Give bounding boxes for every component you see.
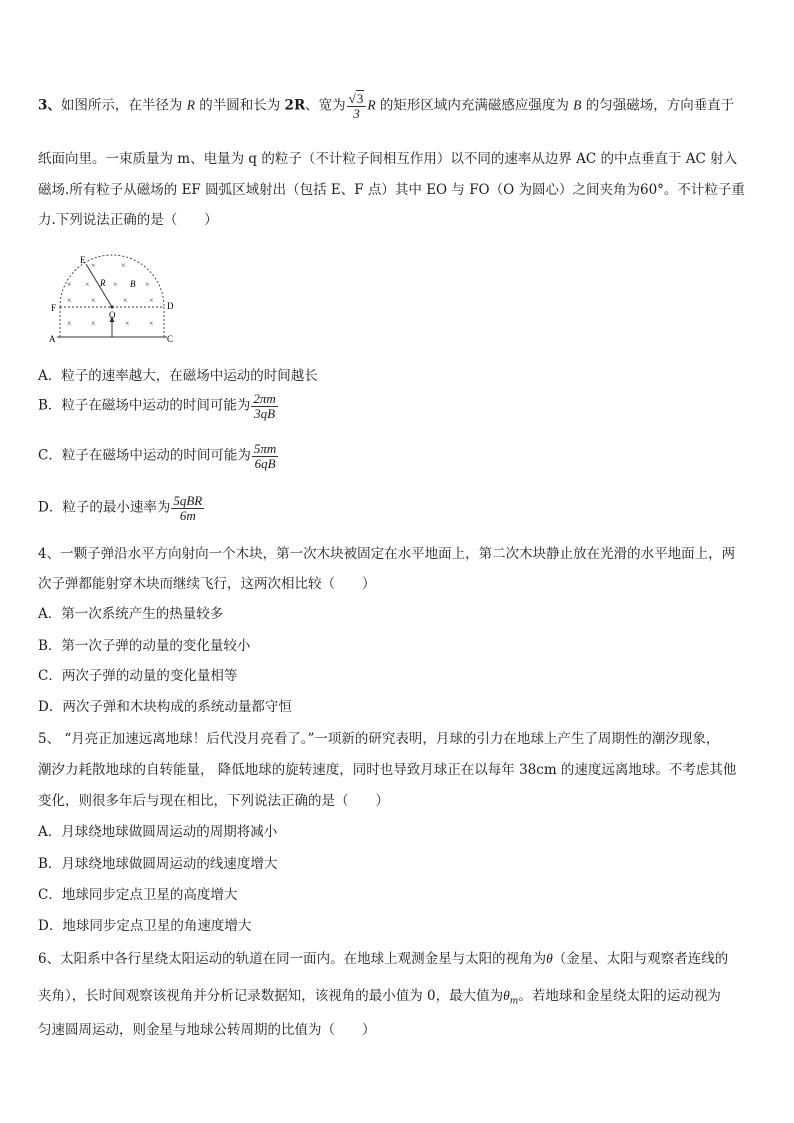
q4-option-c: C．两次子弹的动量的变化量相等: [38, 668, 238, 684]
q3-text: 如图所示，在半径为: [60, 97, 187, 114]
q3-option-a: A．粒子的速率越大，在磁场中运动的时间越长: [38, 368, 318, 384]
svg-text:×: ×: [91, 296, 96, 305]
q6-line3: 匀速圆周运动，则金星与地球公转周期的比值为（ ）: [38, 1022, 376, 1038]
fraction-denominator: 6m: [179, 507, 196, 523]
svg-text:×: ×: [67, 319, 72, 328]
svg-text:×: ×: [121, 261, 126, 270]
svg-text:×: ×: [91, 261, 96, 270]
fraction-numerator: 5qBR: [173, 493, 203, 508]
q5-line2: 潮汐力耗散地球的自转能量， 降低地球的旋转速度，同时也导致月球正在以每年 38cm 的速度远离地球。不考虑其他: [38, 762, 737, 778]
q5-option-c: C．地球同步定点卫星的高度增大: [38, 887, 238, 903]
var-R: R: [186, 97, 195, 113]
fraction-numerator: 5πm: [253, 441, 277, 456]
svg-text:×: ×: [125, 319, 130, 328]
q3-text: 的半圆和长为: [194, 97, 285, 114]
label-R: R: [100, 278, 106, 288]
var-R: R: [367, 97, 376, 113]
q6-line1: [38, 947, 728, 967]
fraction-numerator: 3: [356, 91, 364, 106]
q5-option-a: A．月球绕地球做圆周运动的周期将减小: [38, 824, 278, 840]
q4-option-b: B．第一次子弹的动量的变化量较小: [38, 638, 251, 654]
label-B: B: [130, 279, 136, 289]
label-A: A: [49, 334, 56, 344]
q3-line3: 磁场.所有粒子从磁场的 EF 圆弧区域射出（包括 E、F 点）其中 EO 与 FO（O 为圆心）之间夹角为60°。不计粒子重: [38, 182, 745, 198]
svg-text:×: ×: [85, 280, 90, 289]
q3-line1: [38, 92, 734, 120]
q3-number: 3、: [38, 97, 61, 114]
option-text: C．粒子在磁场中运动的时间可能为: [38, 447, 251, 464]
q3-text: 、宽为: [305, 97, 346, 114]
q3-text: 的匀强磁场，方向垂直于: [581, 97, 735, 114]
q3-option-d: [38, 494, 205, 522]
svg-text:×: ×: [149, 319, 154, 328]
radius-line: [86, 264, 112, 307]
var-B: B: [573, 97, 582, 113]
fraction-numerator: 2πm: [253, 391, 276, 406]
var-theta-m: θ: [503, 988, 510, 1003]
label-D: D: [167, 301, 174, 311]
magnetic-field-diagram: [45, 250, 185, 350]
q3-line2: 纸面向里。一束质量为 m、电量为 q 的粒子（不计粒子间相互作用）以不同的速率从边界 AC 的中点垂直于 AC 射入: [38, 151, 738, 167]
label-C: C: [167, 334, 174, 344]
q3-option-b: [38, 392, 279, 420]
sqrt3-over-3-fraction: $\frac{√3}{3}$: [347, 92, 367, 120]
q5-option-b: B．月球绕地球做圆周运动的线速度增大: [38, 856, 278, 872]
label-O: O: [109, 310, 116, 320]
svg-text:×: ×: [67, 296, 72, 305]
q4-line1: 4、一颗子弹沿水平方向射向一个木块，第一次木块被固定在水平地面上，第二次木块静止放在光滑的水平地面上，两: [38, 546, 736, 562]
fraction-denominator: 3: [353, 105, 360, 121]
option-text: D．粒子的最小速率为: [38, 499, 171, 516]
q6-line2: [38, 984, 721, 1007]
q6-text: 夹角），长时间观察该视角并分析记录数据知，该视角的最小值为 0，最大值为: [38, 988, 504, 1004]
label-E: E: [80, 255, 86, 265]
svg-text:×: ×: [145, 280, 150, 289]
q6-text: 6、太阳系中各行星绕太阳运动的轨道在同一面内。在地球上观测金星与太阳的视角为: [38, 951, 547, 967]
var-2R: 2R: [284, 97, 306, 114]
q5-line3: 变化，则很多年后与现在相比，下列说法正确的是（ ）: [38, 793, 389, 809]
option-d-fraction: [171, 494, 204, 522]
q4-option-a: A．第一次系统产生的热量较多: [38, 606, 224, 622]
subscript-m: m: [509, 996, 519, 1007]
q5-line1: 5、 “月亮正加速远离地球！后代没月亮看了。”一项新的研究表明，月球的引力在地球上产生了周期性的潮汐现象，: [38, 731, 720, 747]
q3-option-c: [38, 442, 279, 470]
option-text: B．粒子在磁场中运动的时间可能为: [38, 397, 251, 414]
var-theta: θ: [546, 951, 553, 966]
option-b-fraction: [251, 392, 277, 420]
svg-text:×: ×: [149, 296, 154, 305]
svg-text:×: ×: [67, 280, 72, 289]
label-F: F: [51, 303, 57, 313]
q4-line2: 次子弹都能射穿木块而继续飞行，这两次相比较（ ）: [38, 576, 376, 592]
q3-line4: 力.下列说法正确的是（ ）: [38, 212, 218, 228]
option-c-fraction: [252, 442, 278, 470]
q6-text: （金星、太阳与观察者连线的: [552, 951, 729, 967]
q4-option-d: D．两次子弹和木块构成的系统动量都守恒: [38, 699, 292, 715]
svg-text:×: ×: [123, 296, 128, 305]
svg-text:×: ×: [113, 280, 118, 289]
q5-option-d: D．地球同步定点卫星的角速度增大: [38, 918, 252, 934]
q3-text: 的矩形区域内充满磁感应强度为: [375, 97, 574, 114]
q6-text: 。若地球和金星绕太阳的运动视为: [518, 988, 721, 1004]
fraction-denominator: 6qB: [254, 455, 276, 471]
svg-text:×: ×: [91, 319, 96, 328]
fraction-denominator: 3qB: [254, 405, 276, 421]
